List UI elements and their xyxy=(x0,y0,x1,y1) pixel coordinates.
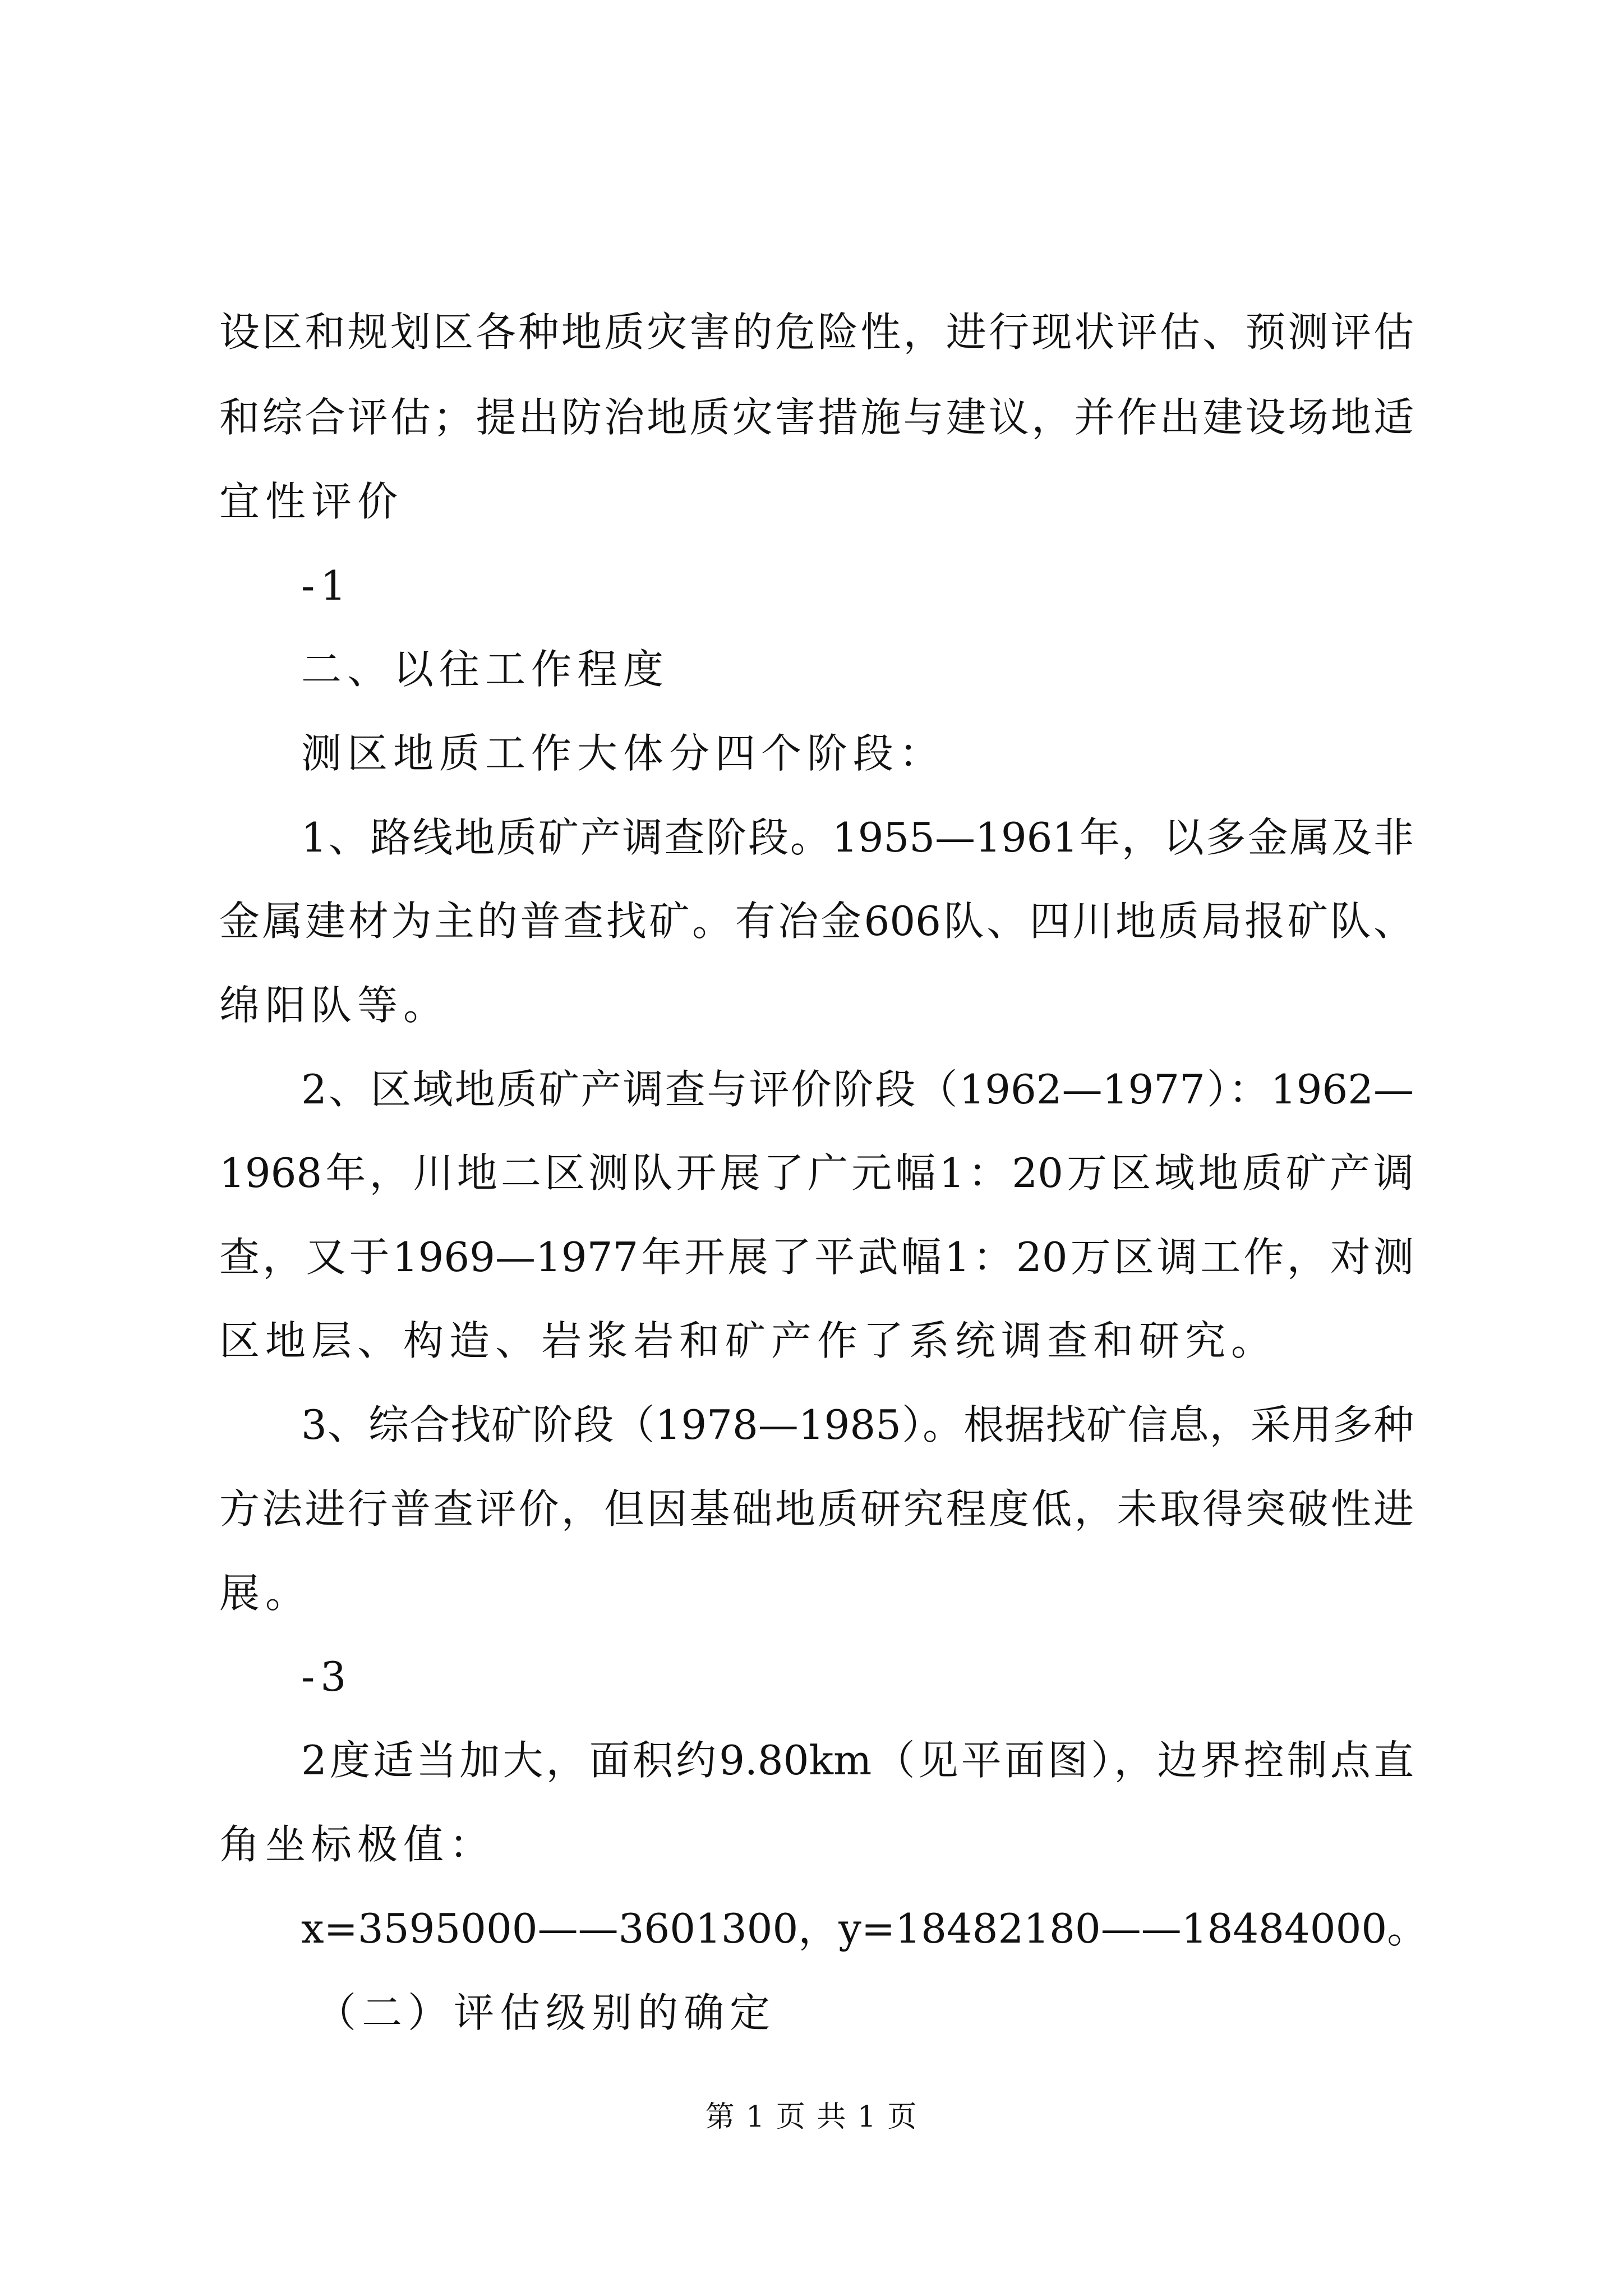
text-line-11: 1968年，川地二区测队开展了广元幅1：20万区域地质矿产调 xyxy=(219,1149,1414,1197)
text-line-4: -1 xyxy=(301,562,352,609)
text-line-13: 区地层、构造、岩浆岩和矿产作了系统调查和研究。 xyxy=(219,1317,1278,1364)
text-line-16: 展。 xyxy=(219,1570,312,1617)
text-line-10: 2、区域地质矿产调查与评价阶段（1962—1977）：1962— xyxy=(301,1066,1414,1113)
text-line-8: 金属建材为主的普查找矿。有冶金606队、四川地质局报矿队、 xyxy=(219,898,1414,945)
section-heading: 二、以往工作程度 xyxy=(301,646,670,693)
text-line-6: 测区地质工作大体分四个阶段： xyxy=(301,730,946,777)
text-line-14: 3、综合找矿阶段（1978—1985）。根据找矿信息，采用多种 xyxy=(301,1401,1414,1448)
text-line-2: 和综合评估；提出防治地质灾害措施与建议，并作出建设场地适 xyxy=(219,394,1414,441)
text-line-18: 2度适当加大，面积约9.80km（见平面图），边界控制点直 xyxy=(301,1737,1414,1784)
text-line-1: 设区和规划区各种地质灾害的危险性，进行现状评估、预测评估 xyxy=(219,309,1414,356)
text-line-3: 宜性评价 xyxy=(219,478,404,525)
text-line-15: 方法进行普查评价，但因基础地质研究程度低，未取得突破性进 xyxy=(219,1485,1414,1533)
text-line-17: -3 xyxy=(301,1653,352,1700)
text-line-19: 角坐标极值： xyxy=(219,1821,496,1868)
text-line-9: 绵阳队等。 xyxy=(219,982,450,1029)
text-line-7: 1、路线地质矿产调查阶段。1955—1961年，以多金属及非 xyxy=(301,814,1414,861)
coordinate-extremes: x=3595000——3601300，y=18482180——18484000。 xyxy=(301,1905,1428,1952)
page-footer: 第 1 页 共 1 页 xyxy=(705,2100,918,2134)
text-line-12: 查，又于1969—1977年开展了平武幅1：20万区调工作，对测 xyxy=(219,1234,1414,1281)
subsection-heading: （二）评估级别的确定 xyxy=(316,1989,776,2036)
